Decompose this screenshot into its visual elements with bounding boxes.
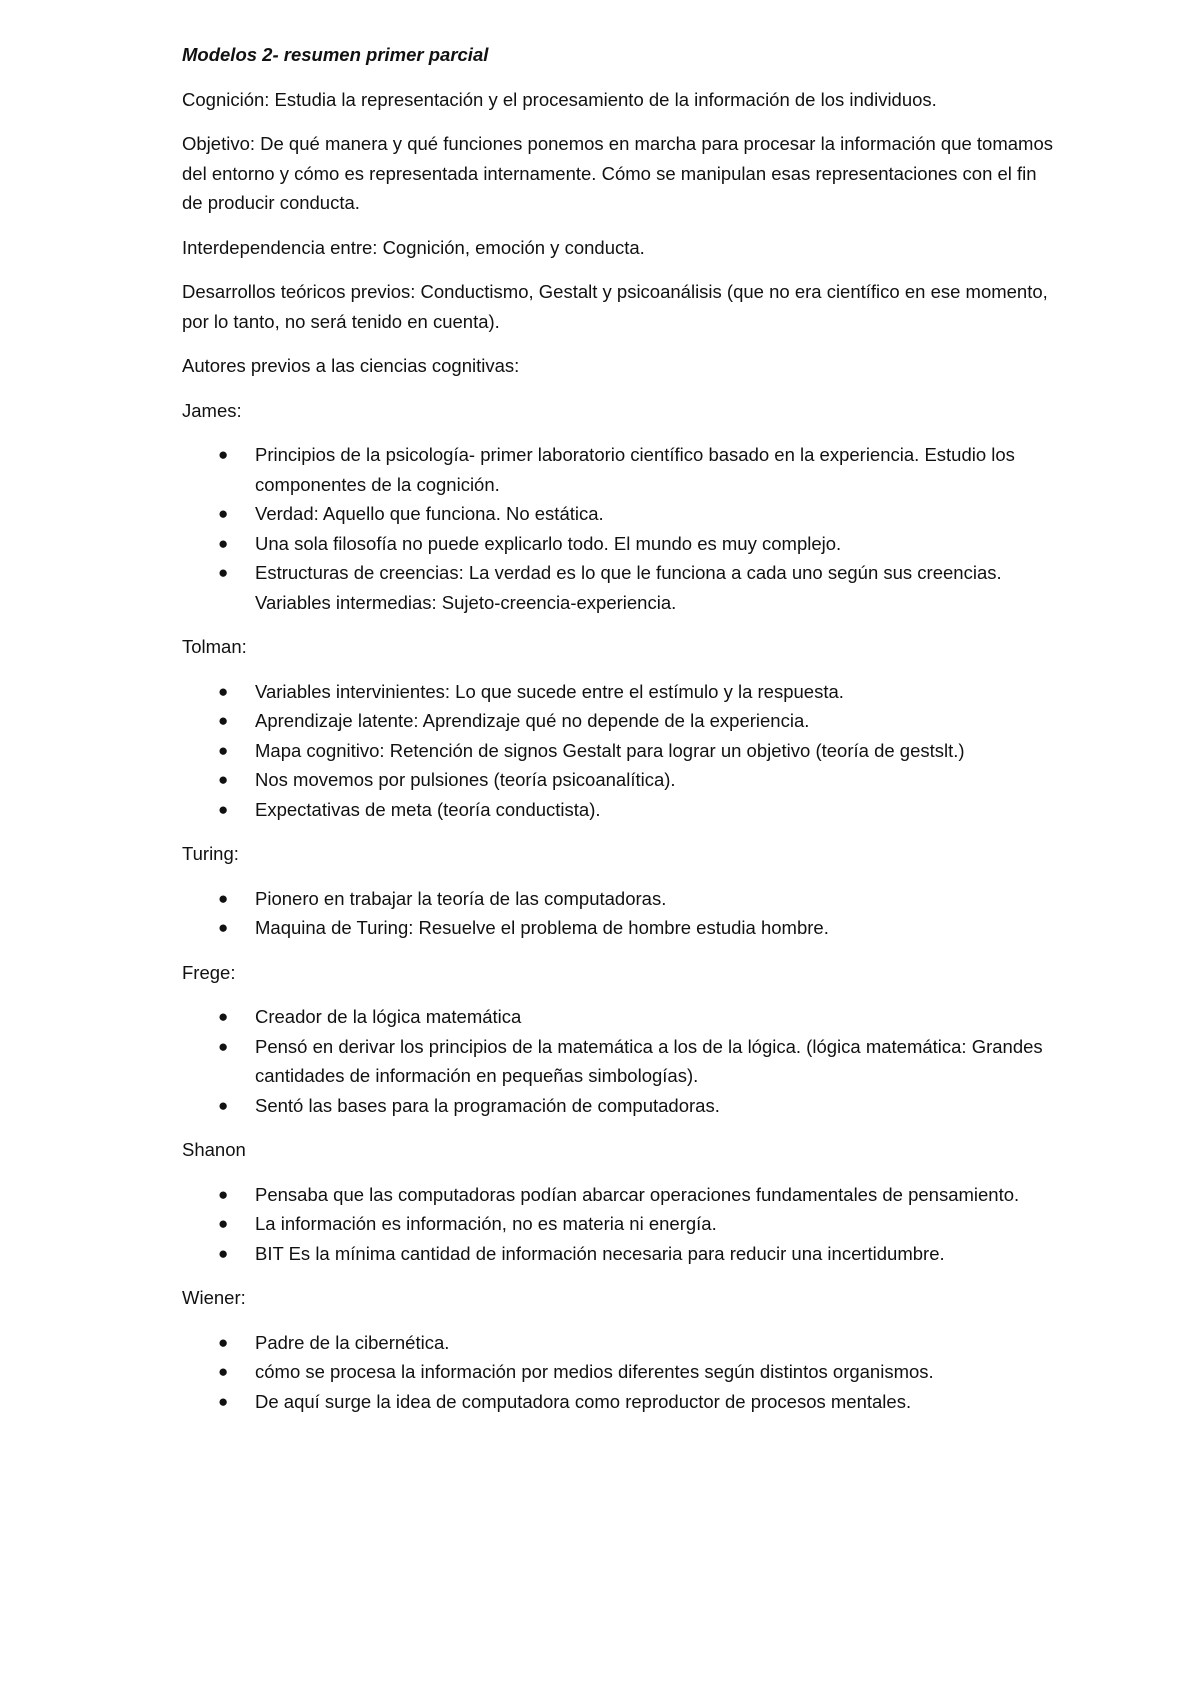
list-item-text: Principios de la psicología- primer laboratorio científico basado en la experiencia. Estudio los componentes de la cognición. <box>255 444 1015 495</box>
list-item <box>182 736 1062 766</box>
list-item <box>182 1387 1062 1417</box>
bullet-list <box>182 884 1062 943</box>
list-item <box>182 765 1062 795</box>
list-item <box>182 677 1062 707</box>
section-heading: Frege: <box>182 961 236 983</box>
bullet-icon: ● <box>218 1391 229 1411</box>
list-item-text: De aquí surge la idea de computadora como reproductor de procesos mentales. <box>255 1390 912 1412</box>
list-item-text: Padre de la cibernética. <box>255 1331 450 1353</box>
bullet-list <box>182 1180 1062 1269</box>
list-item <box>182 499 1062 529</box>
list-item <box>182 1091 1062 1121</box>
list-item-text: Maquina de Turing: Resuelve el problema de hombre estudia hombre. <box>255 917 829 938</box>
list-item-text: Pensó en derivar los principios de la matemática a los de la lógica. (lógica matemática: Grandes cantidades de información en pequeñas simbologías). <box>255 1035 1043 1086</box>
list-item <box>182 706 1062 736</box>
paragraph-desarrollos: Desarrollos teóricos previos: Conductismo, Gestalt y psicoanálisis (que no era científico en ese momento, por lo tanto, no será tenido en cuenta). <box>182 281 1048 332</box>
bullet-icon: ● <box>218 918 229 937</box>
author-sections <box>182 396 1062 1417</box>
list-item <box>182 795 1062 825</box>
list-item <box>182 1002 1062 1032</box>
list-item-text: Una sola filosofía no puede explicarlo todo. El mundo es muy complejo. <box>255 532 842 554</box>
bullet-icon: ● <box>218 504 229 523</box>
list-item-text: Creador de la lógica matemática <box>255 1006 522 1027</box>
list-item-text: Verdad: Aquello que funciona. No estática. <box>255 503 604 524</box>
list-item <box>182 1209 1062 1239</box>
paragraph-cognicion: Cognición: Estudia la representación y el procesamiento de la información de los individuos. <box>182 88 937 110</box>
list-item-text: La información es información, no es materia ni energía. <box>255 1213 717 1234</box>
bullet-list <box>182 440 1062 617</box>
bullet-icon: ● <box>218 1214 229 1233</box>
section-heading: James: <box>182 399 242 421</box>
bullet-list <box>182 677 1062 825</box>
bullet-icon: ● <box>218 740 229 760</box>
bullet-icon: ● <box>218 533 229 553</box>
bullet-list <box>182 1002 1062 1120</box>
list-item <box>182 1357 1062 1387</box>
bullet-icon: ● <box>218 1243 229 1263</box>
list-item <box>182 913 1062 943</box>
bullet-icon: ● <box>218 1007 229 1026</box>
bullet-icon: ● <box>218 681 229 701</box>
bullet-icon: ● <box>218 1095 229 1115</box>
list-item-text: Nos movemos por pulsiones (teoría psicoanalítica). <box>255 769 676 790</box>
document-page <box>182 40 1062 1431</box>
list-item-text: Mapa cognitivo: Retención de signos Gestalt para lograr un objetivo (teoría de gestslt.) <box>255 739 965 761</box>
list-item <box>182 440 1062 499</box>
list-item <box>182 884 1062 914</box>
list-item <box>182 1180 1062 1210</box>
paragraph-autores: Autores previos a las ciencias cognitivas: <box>182 355 520 376</box>
bullet-icon: ● <box>218 1184 229 1204</box>
bullet-icon: ● <box>218 1362 229 1381</box>
intro-block <box>182 85 1062 381</box>
list-item-text: Aprendizaje latente: Aprendizaje qué no depende de la experiencia. <box>255 710 810 731</box>
bullet-icon: ● <box>218 888 229 908</box>
list-item <box>182 1239 1062 1269</box>
paragraph-objetivo: Objetivo: De qué manera y qué funciones ponemos en marcha para procesar la información que tomamos del entorno y cómo es representada internamente. Cómo se manipulan esas representaciones con el fin de producir conducta. <box>182 133 1053 213</box>
bullet-icon: ● <box>218 711 229 730</box>
bullet-icon: ● <box>218 799 229 819</box>
list-item-text: Pionero en trabajar la teoría de las computadoras. <box>255 887 667 909</box>
bullet-list <box>182 1328 1062 1417</box>
document-title: Modelos 2- resumen primer parcial <box>182 44 489 65</box>
section-heading: Tolman: <box>182 636 247 657</box>
list-item-text: Pensaba que las computadoras podían abarcar operaciones fundamentales de pensamiento. <box>255 1183 1020 1205</box>
list-item-text: Sentó las bases para la programación de computadoras. <box>255 1094 720 1116</box>
list-item-text: Variables intervinientes: Lo que sucede entre el estímulo y la respuesta. <box>255 680 844 702</box>
bullet-icon: ● <box>218 770 229 789</box>
list-item-text: Estructuras de creencias: La verdad es lo que le funciona a cada uno según sus creencias. Variables intermedias: Sujeto-creencia-experiencia. <box>255 562 1002 613</box>
section-heading: Wiener: <box>182 1287 246 1308</box>
list-item-text: cómo se procesa la información por medios diferentes según distintos organismos. <box>255 1361 934 1382</box>
bullet-icon: ● <box>218 563 229 582</box>
bullet-icon: ● <box>218 1332 229 1352</box>
list-item <box>182 1032 1062 1091</box>
list-item <box>182 1328 1062 1358</box>
bullet-icon: ● <box>218 1036 229 1056</box>
section-heading: Turing: <box>182 843 239 864</box>
section-heading: Shanon <box>182 1139 246 1160</box>
list-item-text: BIT Es la mínima cantidad de información necesaria para reducir una incertidumbre. <box>255 1242 945 1264</box>
bullet-icon: ● <box>218 445 229 464</box>
list-item-text: Expectativas de meta (teoría conductista). <box>255 798 601 820</box>
list-item <box>182 558 1062 617</box>
paragraph-interdependencia: Interdependencia entre: Cognición, emoción y conducta. <box>182 236 645 258</box>
list-item <box>182 529 1062 559</box>
